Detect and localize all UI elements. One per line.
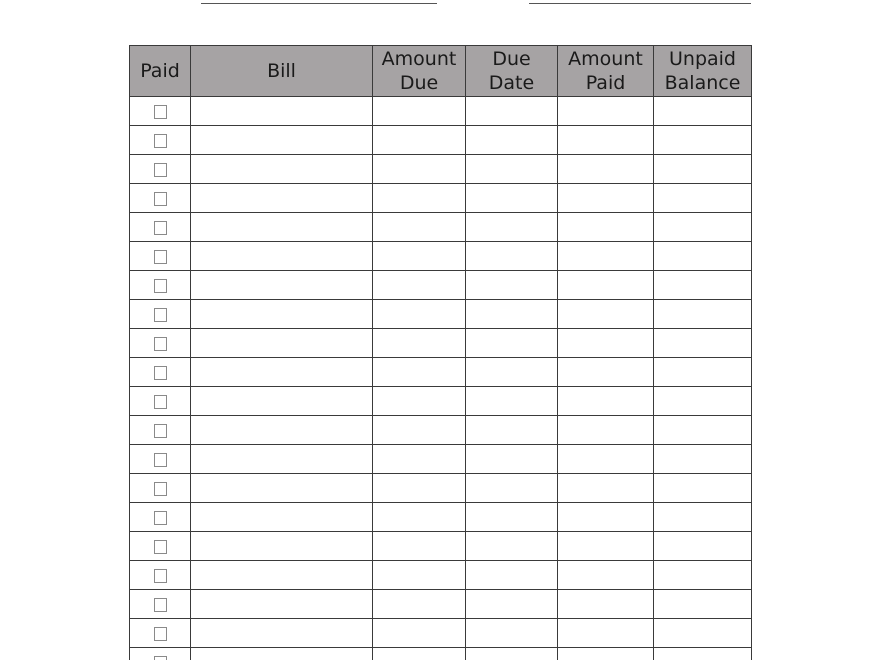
table-row: [130, 97, 752, 126]
paid-cell: [130, 503, 191, 532]
paid-cell: [130, 590, 191, 619]
due-date-cell[interactable]: [466, 329, 558, 358]
amount-paid-cell[interactable]: [558, 503, 654, 532]
amount-paid-cell[interactable]: [558, 474, 654, 503]
amount-paid-cell[interactable]: [558, 416, 654, 445]
unpaid-balance-cell[interactable]: [654, 532, 752, 561]
paid-checkbox[interactable]: [154, 337, 167, 351]
paid-checkbox[interactable]: [154, 627, 167, 641]
table-row: [130, 648, 752, 660]
due-date-cell[interactable]: [466, 503, 558, 532]
table-header-row: [130, 46, 752, 97]
table-row: [130, 358, 752, 387]
amount-paid-cell[interactable]: [558, 300, 654, 329]
due-date-cell[interactable]: [466, 184, 558, 213]
unpaid-balance-cell[interactable]: [654, 126, 752, 155]
unpaid-balance-cell[interactable]: [654, 416, 752, 445]
paid-cell: [130, 387, 191, 416]
unpaid-balance-cell[interactable]: [654, 271, 752, 300]
unpaid-balance-cell[interactable]: [654, 358, 752, 387]
due-date-cell[interactable]: [466, 97, 558, 126]
amount-paid-cell[interactable]: [558, 387, 654, 416]
due-date-cell[interactable]: [466, 532, 558, 561]
paid-cell: [130, 97, 191, 126]
paid-cell: [130, 271, 191, 300]
paid-checkbox[interactable]: [154, 308, 167, 322]
bill-cell[interactable]: [191, 184, 373, 213]
bill-cell[interactable]: [191, 300, 373, 329]
table-row: [130, 590, 752, 619]
amount-paid-cell[interactable]: [558, 532, 654, 561]
table-row: [130, 155, 752, 184]
paid-checkbox[interactable]: [154, 598, 167, 612]
bill-cell[interactable]: [191, 387, 373, 416]
due-date-cell[interactable]: [466, 242, 558, 271]
amount-paid-cell[interactable]: [558, 242, 654, 271]
due-date-cell[interactable]: [466, 387, 558, 416]
column-header-bill: Bill: [191, 46, 373, 97]
paid-cell: [130, 300, 191, 329]
amount-paid-cell[interactable]: [558, 126, 654, 155]
bill-cell[interactable]: [191, 416, 373, 445]
unpaid-balance-cell[interactable]: [654, 300, 752, 329]
amount-due-cell[interactable]: [373, 155, 466, 184]
amount-paid-cell[interactable]: [558, 271, 654, 300]
bill-cell[interactable]: [191, 97, 373, 126]
amount-paid-cell[interactable]: [558, 445, 654, 474]
amount-due-cell[interactable]: [373, 445, 466, 474]
due-date-cell[interactable]: [466, 416, 558, 445]
amount-due-cell[interactable]: [373, 648, 466, 660]
amount-due-cell[interactable]: [373, 387, 466, 416]
paid-cell: [130, 648, 191, 660]
unpaid-balance-cell[interactable]: [654, 213, 752, 242]
due-date-cell[interactable]: [466, 126, 558, 155]
paid-cell: [130, 126, 191, 155]
amount-due-cell[interactable]: [373, 184, 466, 213]
table-row: [130, 271, 752, 300]
due-date-cell[interactable]: [466, 590, 558, 619]
paid-cell: [130, 213, 191, 242]
unpaid-balance-cell[interactable]: [654, 445, 752, 474]
paid-checkbox[interactable]: [154, 279, 167, 293]
unpaid-balance-cell[interactable]: [654, 648, 752, 660]
paid-cell: [130, 532, 191, 561]
paid-cell: [130, 445, 191, 474]
table-row: [130, 416, 752, 445]
table-row: [130, 503, 752, 532]
amount-paid-cell[interactable]: [558, 358, 654, 387]
column-header-due-date: Due Date: [466, 46, 558, 97]
paid-checkbox[interactable]: [154, 656, 167, 660]
amount-due-cell[interactable]: [373, 532, 466, 561]
due-date-cell[interactable]: [466, 358, 558, 387]
unpaid-balance-cell[interactable]: [654, 387, 752, 416]
amount-due-cell[interactable]: [373, 590, 466, 619]
unpaid-balance-cell[interactable]: [654, 184, 752, 213]
paid-checkbox[interactable]: [154, 424, 167, 438]
unpaid-balance-cell[interactable]: [654, 590, 752, 619]
paid-cell: [130, 242, 191, 271]
bill-cell[interactable]: [191, 619, 373, 648]
bill-cell[interactable]: [191, 126, 373, 155]
amount-paid-cell[interactable]: [558, 213, 654, 242]
table-row: [130, 532, 752, 561]
unpaid-balance-cell[interactable]: [654, 242, 752, 271]
due-date-cell[interactable]: [466, 474, 558, 503]
unpaid-balance-cell[interactable]: [654, 561, 752, 590]
amount-due-cell[interactable]: [373, 619, 466, 648]
amount-due-cell[interactable]: [373, 416, 466, 445]
amount-paid-cell[interactable]: [558, 329, 654, 358]
due-date-cell[interactable]: [466, 155, 558, 184]
amount-paid-cell[interactable]: [558, 155, 654, 184]
unpaid-balance-cell[interactable]: [654, 474, 752, 503]
bill-cell[interactable]: [191, 213, 373, 242]
unpaid-balance-cell[interactable]: [654, 619, 752, 648]
paid-checkbox[interactable]: [154, 134, 167, 148]
amount-due-cell[interactable]: [373, 474, 466, 503]
table-row: [130, 300, 752, 329]
table-row: [130, 474, 752, 503]
amount-paid-cell[interactable]: [558, 184, 654, 213]
paid-checkbox[interactable]: [154, 250, 167, 264]
column-header-paid: Paid: [130, 46, 191, 97]
paid-cell: [130, 329, 191, 358]
amount-paid-cell[interactable]: [558, 97, 654, 126]
paid-checkbox[interactable]: [154, 163, 167, 177]
paid-checkbox[interactable]: [154, 366, 167, 380]
bill-cell[interactable]: [191, 648, 373, 660]
amount-due-cell[interactable]: [373, 126, 466, 155]
amount-paid-cell[interactable]: [558, 590, 654, 619]
due-date-cell[interactable]: [466, 648, 558, 660]
due-date-cell[interactable]: [466, 213, 558, 242]
amount-due-cell[interactable]: [373, 503, 466, 532]
amount-paid-cell[interactable]: [558, 648, 654, 660]
column-header-amount-paid: Amount Paid: [558, 46, 654, 97]
paid-checkbox[interactable]: [154, 395, 167, 409]
paid-checkbox[interactable]: [154, 569, 167, 583]
header-underline-right: [529, 3, 751, 4]
paid-checkbox[interactable]: [154, 221, 167, 235]
table-row: [130, 329, 752, 358]
bill-cell[interactable]: [191, 155, 373, 184]
due-date-cell[interactable]: [466, 619, 558, 648]
paid-cell: [130, 155, 191, 184]
paid-checkbox[interactable]: [154, 105, 167, 119]
amount-due-cell[interactable]: [373, 213, 466, 242]
due-date-cell[interactable]: [466, 271, 558, 300]
amount-due-cell[interactable]: [373, 329, 466, 358]
table-row: [130, 213, 752, 242]
bill-cell[interactable]: [191, 242, 373, 271]
paid-checkbox[interactable]: [154, 482, 167, 496]
bill-cell[interactable]: [191, 590, 373, 619]
unpaid-balance-cell[interactable]: [654, 503, 752, 532]
unpaid-balance-cell[interactable]: [654, 97, 752, 126]
paid-cell: [130, 358, 191, 387]
amount-due-cell[interactable]: [373, 271, 466, 300]
amount-paid-cell[interactable]: [558, 561, 654, 590]
column-header-amount-due: Amount Due: [373, 46, 466, 97]
table-row: [130, 619, 752, 648]
header-underline-left: [201, 3, 437, 4]
unpaid-balance-cell[interactable]: [654, 155, 752, 184]
paid-cell: [130, 416, 191, 445]
bill-cell[interactable]: [191, 358, 373, 387]
table-row: [130, 242, 752, 271]
table-row: [130, 561, 752, 590]
amount-due-cell[interactable]: [373, 97, 466, 126]
table-row: [130, 184, 752, 213]
amount-due-cell[interactable]: [373, 242, 466, 271]
paid-cell: [130, 474, 191, 503]
table-row: [130, 445, 752, 474]
bill-cell[interactable]: [191, 271, 373, 300]
amount-due-cell[interactable]: [373, 300, 466, 329]
paid-cell: [130, 184, 191, 213]
unpaid-balance-cell[interactable]: [654, 329, 752, 358]
paid-checkbox[interactable]: [154, 540, 167, 554]
due-date-cell[interactable]: [466, 445, 558, 474]
bill-cell[interactable]: [191, 532, 373, 561]
table-row: [130, 387, 752, 416]
amount-due-cell[interactable]: [373, 358, 466, 387]
table-body: [130, 97, 752, 660]
column-header-unpaid-balance: Unpaid Balance: [654, 46, 752, 97]
table-row: [130, 126, 752, 155]
paid-cell: [130, 561, 191, 590]
due-date-cell[interactable]: [466, 300, 558, 329]
due-date-cell[interactable]: [466, 561, 558, 590]
paid-checkbox[interactable]: [154, 453, 167, 467]
amount-due-cell[interactable]: [373, 561, 466, 590]
bill-cell[interactable]: [191, 329, 373, 358]
amount-paid-cell[interactable]: [558, 619, 654, 648]
paid-cell: [130, 619, 191, 648]
bill-tracker-table: [129, 45, 752, 660]
bill-cell[interactable]: [191, 503, 373, 532]
bill-cell[interactable]: [191, 474, 373, 503]
paid-checkbox[interactable]: [154, 511, 167, 525]
paid-checkbox[interactable]: [154, 192, 167, 206]
bill-cell[interactable]: [191, 561, 373, 590]
bill-cell[interactable]: [191, 445, 373, 474]
